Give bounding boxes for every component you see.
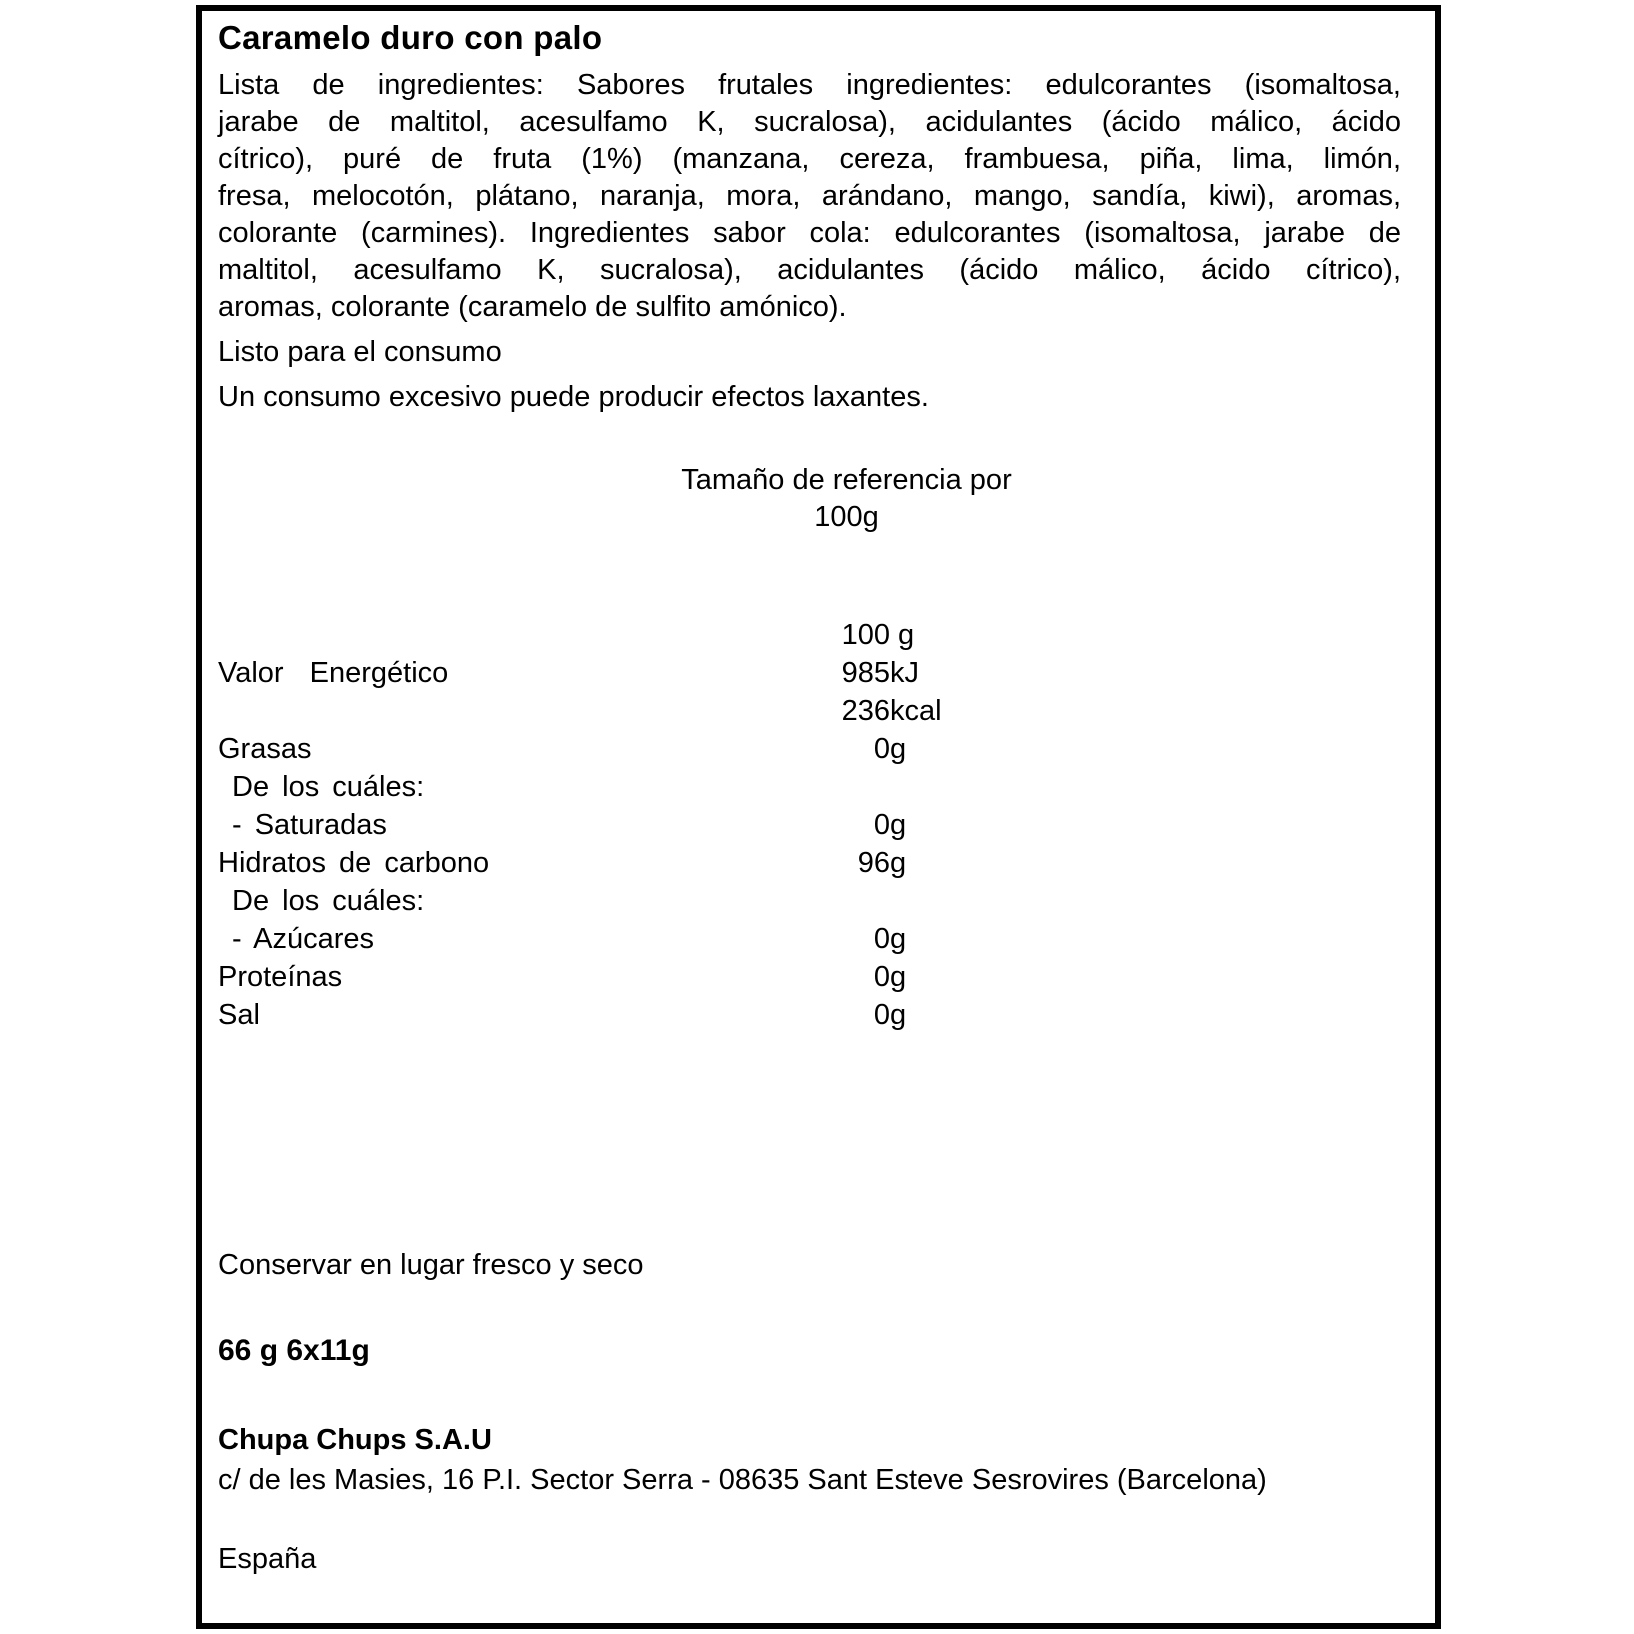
nutrition-unit: g [890,847,907,879]
nutrition-label: De los cuáles: [232,771,425,803]
nutrition-label: Sal [218,999,260,1031]
nutrition-row-energy-kcal [218,692,1401,730]
product-label-box [196,5,1441,1629]
nutrition-value: 0 [873,733,890,765]
nutrition-unit: g [890,733,907,765]
nutrition-column-header [218,616,1401,654]
nutrition-value: 985 [841,657,890,689]
manufacturer-address: c/ de les Masies, 16 P.I. Sector Serra - 08635 Sant Esteve Sesrovires (Barcelona) [218,1464,1267,1496]
nutrition-row-sugars [218,920,1401,958]
net-weight: 66 g 6x11g [218,1334,370,1367]
ingredients-line: cítrico), puré de fruta (1%) (manzana, cereza, frambuesa, piña, lima, limón, [218,143,1401,175]
ingredients-line: jarabe de maltitol, acesulfamo K, sucralosa), acidulantes (ácido málico, ácido [218,106,1401,138]
country: España [218,1543,317,1575]
laxative-warning: Un consumo excesivo puede producir efectos laxantes. [218,381,929,413]
reference-size-heading [255,462,1438,536]
ingredients-line: Lista de ingredientes: Sabores frutales ingredientes: edulcorantes (isomaltosa, [218,69,1401,101]
nutrition-row-salt [218,996,1401,1034]
nutrition-unit: g [890,961,907,993]
ingredients-line: fresa, melocotón, plátano, naranja, mora, arándano, mango, sandía, kiwi), aromas, [218,180,1401,212]
header-amount: 100 [841,619,890,651]
nutrition-value: 0 [873,923,890,955]
nutrition-table [218,616,1401,1034]
ingredients-paragraph [218,67,1401,326]
nutrition-label: Proteínas [218,961,343,993]
nutrition-row-saturates [218,806,1401,844]
nutrition-row-protein [218,958,1401,996]
nutrition-value: 0 [873,809,890,841]
manufacturer-block [218,1420,1401,1500]
nutrition-unit: g [890,999,907,1031]
nutrition-label: Valor Energético [218,657,449,689]
nutrition-value: 0 [873,961,890,993]
nutrition-unit: kcal [890,695,942,727]
nutrition-row-carbohydrate [218,844,1401,882]
storage-note: Conservar en lugar fresco y seco [218,1249,644,1281]
nutrition-row-of-which-carbs [218,882,1401,920]
nutrition-unit: g [890,923,907,955]
nutrition-value: 236 [841,695,890,727]
nutrition-unit: kJ [890,657,919,689]
manufacturer-name: Chupa Chups S.A.U [218,1424,492,1456]
nutrition-row-of-which-fat [218,768,1401,806]
reference-line2: 100g [814,501,879,533]
nutrition-label: De los cuáles: [232,885,425,917]
nutrition-label: Grasas [218,733,312,765]
nutrition-row-energy-kj [218,654,1401,692]
ingredients-line: aromas, colorante (caramelo de sulfito amónico). [218,291,847,323]
nutrition-unit: g [890,809,907,841]
ready-to-eat-note: Listo para el consumo [218,336,502,368]
reference-line1: Tamaño de referencia por [681,464,1012,496]
ingredients-line: colorante (carmines). Ingredientes sabor cola: edulcorantes (isomaltosa, jarabe de [218,217,1401,249]
header-unit: g [890,619,915,651]
nutrition-label [218,692,672,730]
nutrition-label: - Saturadas [232,809,387,841]
nutrition-label: - Azúcares [232,923,374,955]
ingredients-line: maltitol, acesulfamo K, sucralosa), acidulantes (ácido málico, ácido cítrico), [218,254,1401,286]
nutrition-value: 96 [857,847,890,879]
nutrition-label: Hidratos de carbono [218,847,490,879]
nutrition-value: 0 [873,999,890,1031]
nutrition-row-fat [218,730,1401,768]
product-title: Caramelo duro con palo [218,19,603,56]
